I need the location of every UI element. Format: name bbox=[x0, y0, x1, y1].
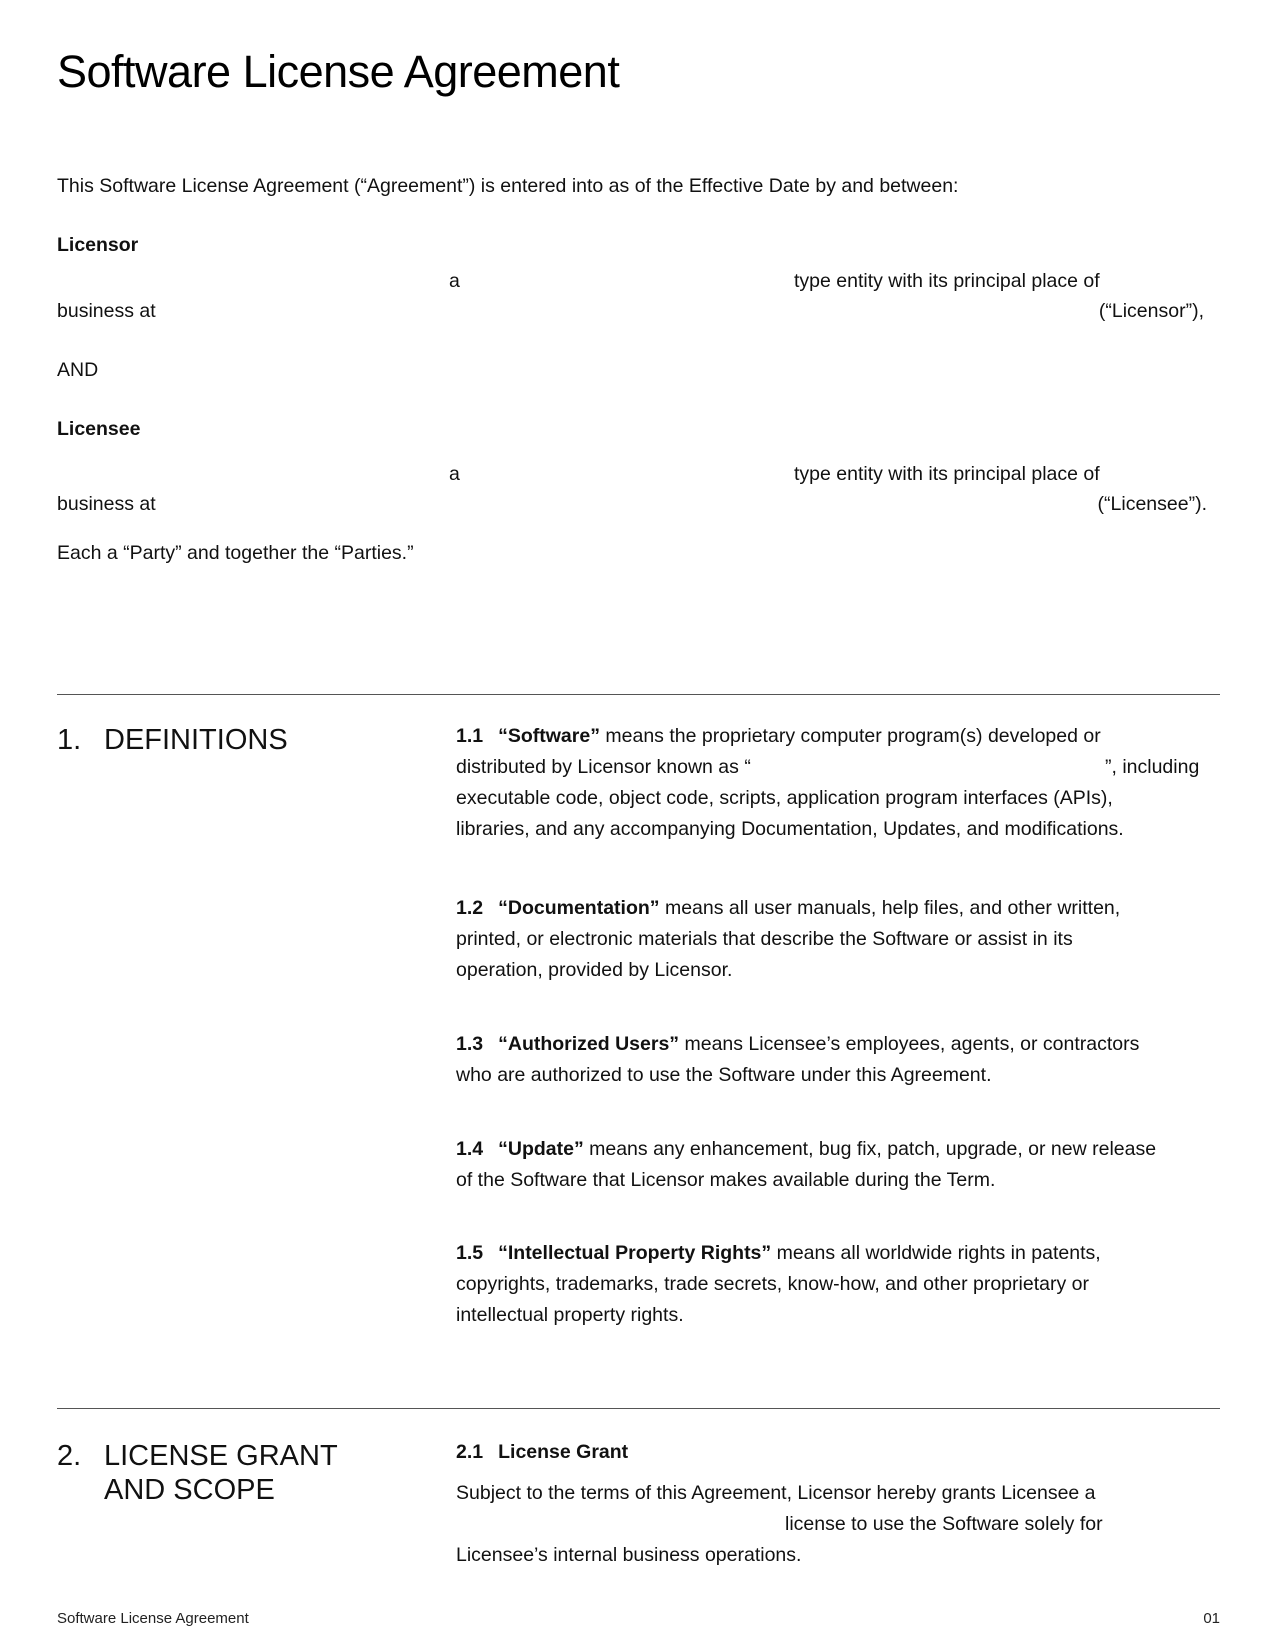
section-2-heading bbox=[57, 1439, 338, 1507]
section-title: LICENSE GRANT bbox=[104, 1440, 338, 1472]
intro-paragraph: This Software License Agreement (“Agreement”) is entered into as of the Effective Date by and between: bbox=[57, 175, 959, 197]
document-title: Software License Agreement bbox=[57, 46, 620, 97]
licensee-defined-term: (“Licensee”). bbox=[1097, 493, 1207, 515]
section-number: 1. bbox=[57, 724, 82, 756]
clause-text: libraries, and any accompanying Documentation, Updates, and modifications. bbox=[456, 818, 1124, 840]
clause-text: of the Software that Licensor makes available during the Term. bbox=[456, 1169, 996, 1191]
clause-1-2 bbox=[456, 893, 1226, 986]
section-divider bbox=[57, 694, 1220, 695]
defined-term: “Intellectual Property Rights” bbox=[498, 1242, 772, 1264]
clause-2-1 bbox=[456, 1437, 1226, 1571]
licensor-entity-type-text: type entity with its principal place of bbox=[794, 270, 1100, 292]
clause-1-5 bbox=[456, 1238, 1226, 1331]
clause-text: means Licensee’s employees, agents, or contractors bbox=[679, 1033, 1140, 1055]
licensee-label: Licensee bbox=[57, 418, 141, 440]
clause-text: means the proprietary computer program(s) developed or bbox=[599, 725, 1101, 747]
clause-heading: License Grant bbox=[498, 1441, 629, 1463]
clause-text: means all worldwide rights in patents, bbox=[771, 1242, 1101, 1264]
licensee-business-at-text: business at bbox=[57, 493, 156, 515]
defined-term: “Update” bbox=[498, 1138, 584, 1160]
clause-text: license to use the Software solely for bbox=[785, 1513, 1103, 1535]
defined-term: “Documentation” bbox=[498, 897, 660, 919]
clause-1-1 bbox=[456, 721, 1226, 845]
clause-text: means all user manuals, help files, and other written, bbox=[659, 897, 1121, 919]
clause-number: 1.4 bbox=[456, 1138, 484, 1160]
clause-text: executable code, object code, scripts, application program interfaces (APIs), bbox=[456, 787, 1113, 809]
licensor-business-at-text: business at bbox=[57, 300, 156, 322]
licensor-a-text: a bbox=[449, 270, 460, 292]
clause-number: 1.1 bbox=[456, 725, 484, 747]
clause-number: 2.1 bbox=[456, 1441, 484, 1463]
licensee-entity-type-text: type entity with its principal place of bbox=[794, 463, 1100, 485]
defined-term: “Software” bbox=[498, 725, 600, 747]
footer-page-number: 01 bbox=[1203, 1610, 1220, 1627]
clause-text: Subject to the terms of this Agreement, Licensor hereby grants Licensee a bbox=[456, 1482, 1096, 1504]
clause-number: 1.2 bbox=[456, 897, 484, 919]
licensor-defined-term: (“Licensor”), bbox=[1098, 300, 1204, 322]
clause-1-4 bbox=[456, 1134, 1226, 1196]
clause-text: ”, including bbox=[1105, 756, 1200, 778]
defined-term: “Authorized Users” bbox=[498, 1033, 680, 1055]
clause-number: 1.3 bbox=[456, 1033, 484, 1055]
section-title: DEFINITIONS bbox=[104, 724, 288, 756]
section-divider bbox=[57, 1408, 1220, 1409]
clause-text: operation, provided by Licensor. bbox=[456, 959, 733, 981]
clause-text: means any enhancement, bug fix, patch, upgrade, or new release bbox=[583, 1138, 1157, 1160]
section-title-cont: AND SCOPE bbox=[104, 1474, 275, 1506]
clause-text: intellectual property rights. bbox=[456, 1304, 684, 1326]
clause-1-3 bbox=[456, 1029, 1226, 1091]
footer-document-title: Software License Agreement bbox=[57, 1610, 249, 1627]
parties-text: Each a “Party” and together the “Parties.” bbox=[57, 542, 414, 564]
section-1-heading bbox=[57, 723, 288, 757]
clause-text: printed, or electronic materials that describe the Software or assist in its bbox=[456, 928, 1073, 950]
licensee-a-text: a bbox=[449, 463, 460, 485]
and-separator: AND bbox=[57, 359, 99, 381]
clause-text: copyrights, trademarks, trade secrets, know-how, and other proprietary or bbox=[456, 1273, 1089, 1295]
clause-text: Licensee’s internal business operations. bbox=[456, 1544, 802, 1566]
licensor-label: Licensor bbox=[57, 234, 139, 256]
clause-text: who are authorized to use the Software under this Agreement. bbox=[456, 1064, 992, 1086]
section-number: 2. bbox=[57, 1440, 82, 1472]
clause-number: 1.5 bbox=[456, 1242, 484, 1264]
clause-text: distributed by Licensor known as “ bbox=[456, 756, 751, 778]
